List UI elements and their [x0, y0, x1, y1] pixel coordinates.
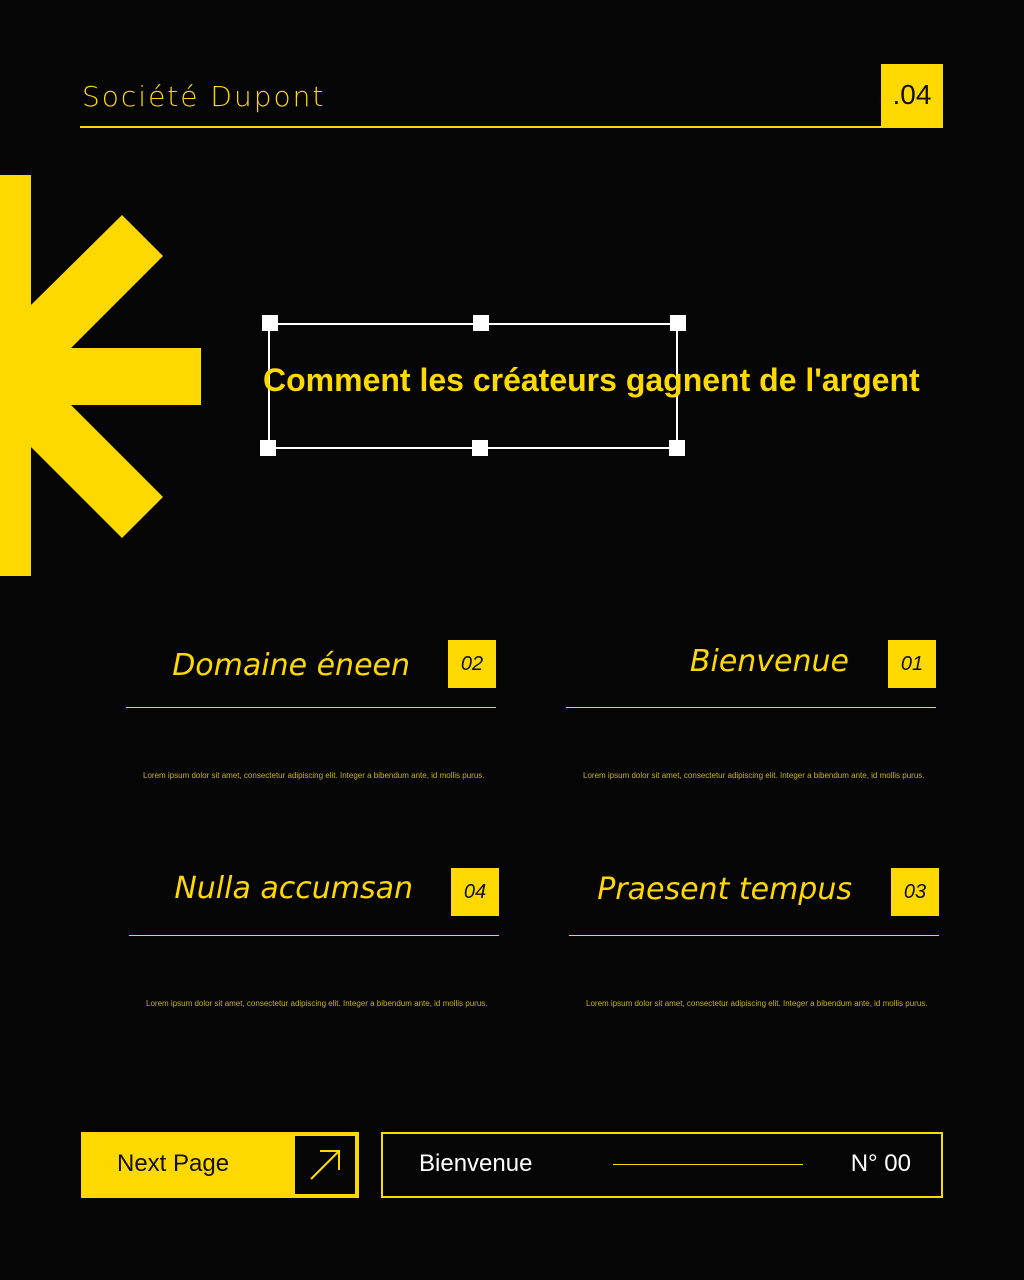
- resize-handle[interactable]: [473, 315, 489, 331]
- card-number: 02: [448, 640, 496, 688]
- card-body: Lorem ipsum dolor sit amet, consectetur adipiscing elit. Integer a bibendum ante, id mollis purus.: [583, 771, 925, 780]
- footer-bar: [381, 1132, 943, 1198]
- card-title: Domaine éneen: [172, 648, 410, 683]
- arrow-up-right-icon: [293, 1134, 357, 1196]
- card-divider: [126, 707, 496, 708]
- next-page-button[interactable]: [81, 1132, 359, 1198]
- asterisk-logo-icon: [0, 175, 205, 576]
- brand-name: Société Dupont: [82, 80, 326, 113]
- card-body: Lorem ipsum dolor sit amet, consectetur adipiscing elit. Integer a bibendum ante, id mollis purus.: [143, 771, 485, 780]
- card-number: 03: [891, 868, 939, 916]
- card-divider: [129, 935, 499, 936]
- card-divider: [566, 707, 936, 708]
- resize-handle[interactable]: [260, 440, 276, 456]
- card-title: Bienvenue: [689, 644, 849, 679]
- resize-handle[interactable]: [669, 440, 685, 456]
- next-page-label: Next Page: [117, 1150, 230, 1177]
- card-number: 04: [451, 868, 499, 916]
- resize-handle[interactable]: [670, 315, 686, 331]
- card-title: Praesent tempus: [597, 872, 852, 907]
- footer-divider: [613, 1164, 803, 1165]
- hero-title[interactable]: Comment les créateurs gagnent de l'argent: [263, 362, 920, 398]
- card-body: Lorem ipsum dolor sit amet, consectetur adipiscing elit. Integer a bibendum ante, id mollis purus.: [586, 999, 928, 1008]
- card-divider: [569, 935, 939, 936]
- resize-handle[interactable]: [472, 440, 488, 456]
- footer-page-number: N° 00: [850, 1150, 911, 1177]
- card-body: Lorem ipsum dolor sit amet, consectetur adipiscing elit. Integer a bibendum ante, id mollis purus.: [146, 999, 488, 1008]
- footer-section: Bienvenue: [419, 1150, 533, 1177]
- card-number: 01: [888, 640, 936, 688]
- page-number-badge: .04: [881, 64, 943, 126]
- header-divider: [80, 126, 943, 128]
- resize-handle[interactable]: [262, 315, 278, 331]
- card-title: Nulla accumsan: [174, 871, 413, 906]
